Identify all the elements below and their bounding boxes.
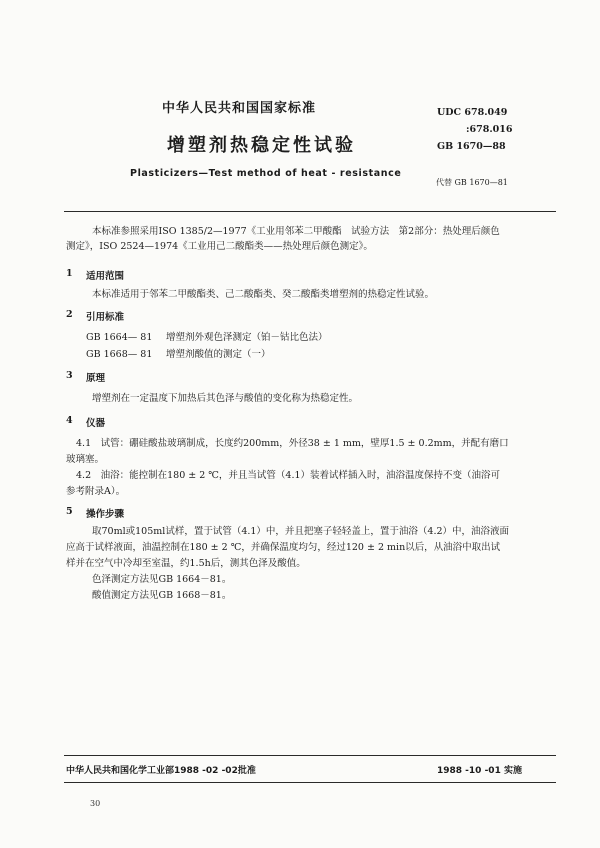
udc-code-line2: :678.016	[466, 124, 513, 135]
procedure-line-1: 取70ml或105ml试样，置于试管（4.1）中，并且把塞子轻轻盖上，置于油浴（4.2）中，油浴液面	[92, 526, 510, 537]
section-2-number: 2	[66, 309, 73, 320]
reference-2-title: 增塑剂酸值的测定（一）	[166, 349, 271, 360]
procedure-line-5: 酸值测定方法见GB 1668－81。	[92, 590, 232, 601]
section-4-number: 4	[66, 415, 73, 426]
section-3-title: 原理	[86, 373, 106, 384]
procedure-line-3: 样并在空气中冷却至室温，约1.5h后，测其色泽及酸值。	[66, 558, 306, 569]
replaces-note: 代替 GB 1670—81	[436, 178, 508, 187]
footer-rule-top	[64, 755, 556, 756]
section-1-number: 1	[66, 268, 73, 279]
reference-1-title: 增塑剂外观色泽测定（铂－钴比色法）	[166, 332, 328, 343]
section-1-title: 适用范围	[86, 271, 125, 282]
standard-number: GB 1670—88	[437, 141, 506, 152]
section-2-title: 引用标准	[86, 312, 125, 323]
reference-1-code: GB 1664— 81	[86, 332, 153, 343]
document-title-cn: 增塑剂热稳定性试验	[167, 135, 356, 156]
procedure-line-4: 色泽测定方法见GB 1664－81。	[92, 574, 232, 585]
approval-note: 中华人民共和国化学工业部1988 -02 -02批准	[66, 766, 256, 776]
procedure-line-2: 应高于试样液面，油温控制在180 ± 2 ℃，并确保温度均匀，经过120 ± 2 min以后，从油浴中取出试	[66, 542, 501, 553]
clause-4-2-line-1: 4.2 油浴：能控制在180 ± 2 ℃，并且当试管（4.1）装着试样插入时，油浴温度保持不变（油浴可	[76, 470, 501, 481]
footer-rule-bottom	[64, 782, 556, 783]
clause-4-1-line-2: 玻璃塞。	[66, 454, 105, 465]
issuing-body: 中华人民共和国国家标准	[162, 101, 317, 116]
intro-line-2: 测定》，ISO 2524—1974《工业用己二酸酯类——热处理后颜色测定》。	[66, 241, 373, 252]
section-1-text: 本标准适用于邻苯二甲酸酯类、己二酸酯类、癸二酸酯类增塑剂的热稳定性试验。	[92, 289, 435, 300]
effective-date: 1988 -10 -01 实施	[437, 766, 522, 776]
clause-4-2-line-2: 参考附录A）。	[66, 486, 126, 497]
section-3-number: 3	[66, 370, 73, 381]
header-rule	[64, 211, 556, 212]
section-4-title: 仪器	[86, 418, 106, 429]
page-number: 30	[90, 799, 101, 808]
document-title-en: Plasticizers—Test method of heat - resistance	[130, 168, 402, 179]
clause-4-1-line-1: 4.1 试管：硼硅酸盐玻璃制成，长度约200mm，外径38 ± 1 mm，壁厚1.5 ± 0.2mm，并配有磨口	[76, 438, 509, 449]
intro-line-1: 本标准参照采用ISO 1385/2—1977《工业用邻苯二甲酸酯 试验方法 第2部分：热处理后颜色	[92, 226, 500, 237]
section-5-title: 操作步骤	[86, 509, 125, 520]
section-5-number: 5	[66, 506, 73, 517]
udc-code-line1: UDC 678.049	[437, 107, 508, 118]
reference-2-code: GB 1668— 81	[86, 349, 153, 360]
section-3-text: 增塑剂在一定温度下加热后其色泽与酸值的变化称为热稳定性。	[92, 393, 359, 404]
